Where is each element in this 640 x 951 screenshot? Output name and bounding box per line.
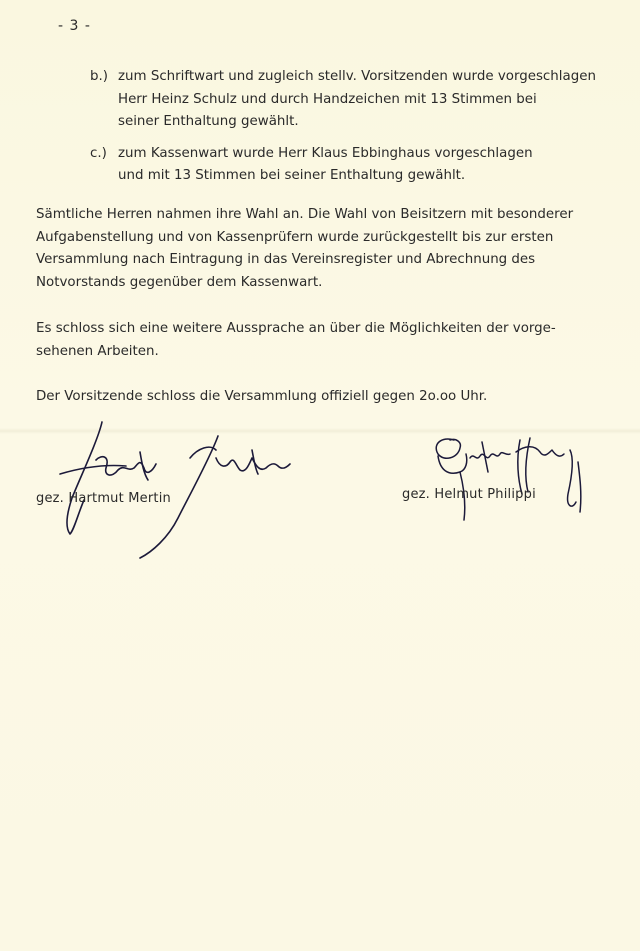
item-label: c.) <box>90 145 107 161</box>
signature-left: gez. Hartmut Mertin <box>36 491 171 506</box>
paragraph-elections-accepted: Sämtliche Herren nahmen ihre Wahl an. Die Wahl von Beisitzern mit besonderer Aufgabenstellung und von Kassenprüfern wurde zurückgestellt bis zur ersten Versammlung nach Eintragung in das Vereinsregister und Abrechnung des Notvorstands gegenüber dem Kassenwart. <box>36 207 574 290</box>
item-text: zum Kassenwart wurde Herr Klaus Ebbinghaus vorgeschlagen und mit 13 Stimmen bei seiner Enthaltung gewählt. <box>118 145 533 183</box>
paragraph-discussion: Es schloss sich eine weitere Aussprache an über die Möglichkeiten der vorge- sehenen Arbeiten. <box>36 321 556 359</box>
signature-right: gez. Helmut Philippi <box>402 487 536 502</box>
list-item <box>90 66 610 134</box>
item-text: zum Schriftwart und zugleich stellv. Vorsitzenden wurde vorgeschlagen Herr Heinz Schulz und durch Handzeichen mit 13 Stimmen bei seiner Enthaltung gewählt. <box>118 69 596 129</box>
paragraph-closing: Der Vorsitzende schloss die Versammlung offiziell gegen 2o.oo Uhr. <box>36 389 488 404</box>
page-number: - 3 - <box>58 18 91 34</box>
paper-fold <box>0 428 640 434</box>
item-label: b.) <box>90 69 108 84</box>
election-items <box>90 66 610 197</box>
handwritten-signature-right <box>420 432 590 532</box>
list-item <box>90 143 610 188</box>
